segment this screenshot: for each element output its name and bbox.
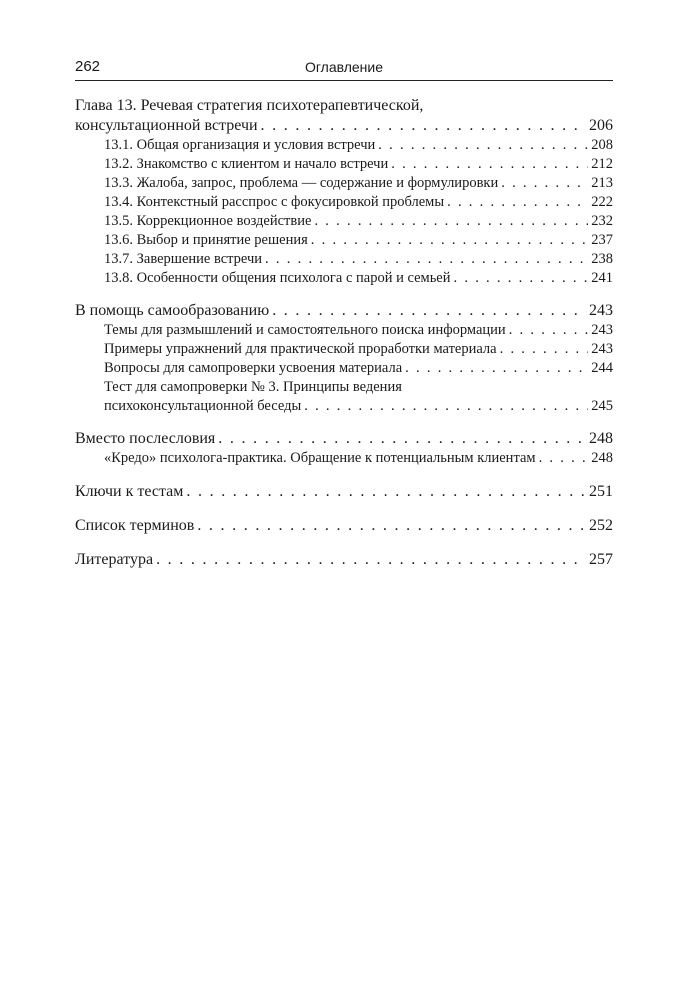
toc-entry-page: 212 [591, 156, 613, 172]
leader-dots [197, 516, 586, 536]
leader-dots [218, 429, 586, 449]
toc-entry-text: психоконсультационной беседы [104, 398, 302, 414]
toc-entry-page: 206 [589, 117, 613, 134]
toc-entry-text: 13.7. Завершение встречи [104, 251, 263, 267]
toc-entry-page: 248 [591, 450, 613, 466]
page-number: 262 [75, 58, 101, 75]
leader-dots [261, 116, 586, 136]
table-of-contents [75, 96, 613, 570]
toc-entry-text: 13.2. Знакомство с клиентом и начало встречи [104, 156, 389, 172]
toc-entry-13-2[interactable] [75, 155, 613, 174]
toc-entry-13-3[interactable] [75, 174, 613, 193]
toc-entry-afterword[interactable] [75, 429, 613, 449]
leader-dots [539, 449, 589, 468]
toc-entry-text: 13.6. Выбор и принятие решения [104, 232, 308, 248]
toc-entry-page: 257 [589, 551, 613, 568]
leader-dots [378, 136, 588, 155]
toc-entry-page: 243 [591, 341, 613, 357]
toc-entry-text: Вместо послесловия [75, 430, 216, 447]
leader-dots [501, 174, 588, 193]
toc-entry-page: 251 [589, 483, 613, 500]
leader-dots [156, 550, 586, 570]
toc-entry-page: 248 [589, 430, 613, 447]
toc-entry-13-6[interactable] [75, 231, 613, 250]
leader-dots [186, 482, 586, 502]
toc-entry-chapter-13[interactable] [75, 116, 613, 136]
leader-dots [265, 250, 588, 269]
toc-entry-page: 241 [591, 270, 613, 286]
toc-entry-text: Темы для размышлений и самостоятельного поиска информации [104, 322, 506, 338]
running-header [75, 50, 613, 81]
toc-entry-page: 245 [591, 398, 613, 414]
toc-entry-text: Список терминов [75, 517, 195, 534]
leader-dots [454, 269, 589, 288]
toc-entry-reflection-topics[interactable] [75, 321, 613, 340]
toc-entry-test-3-line1: Тест для самопроверки № 3. Принципы ведения [104, 379, 402, 395]
toc-entry-text: консультационной встречи [75, 117, 258, 134]
toc-entry-text: 13.3. Жалоба, запрос, проблема — содержание и формулировки [104, 175, 499, 191]
toc-entry-test-keys[interactable] [75, 482, 613, 502]
toc-entry-text: В помощь самообразованию [75, 302, 270, 319]
toc-entry-text: Литература [75, 551, 154, 568]
leader-dots [447, 193, 588, 212]
toc-entry-text: Примеры упражнений для практической проработки материала [104, 341, 497, 357]
toc-entry-credo[interactable] [75, 449, 613, 468]
leader-dots [314, 212, 588, 231]
leader-dots [311, 231, 588, 250]
leader-dots [304, 397, 588, 416]
toc-entry-text: Ключи к тестам [75, 483, 184, 500]
toc-entry-page: 237 [591, 232, 613, 248]
leader-dots [405, 359, 588, 378]
toc-entry-page: 252 [589, 517, 613, 534]
toc-entry-text: 13.8. Особенности общения психолога с парой и семьей [104, 270, 451, 286]
leader-dots [272, 301, 586, 321]
toc-entry-page: 208 [591, 137, 613, 153]
toc-entry-page: 243 [589, 302, 613, 319]
toc-entry-text: 13.1. Общая организация и условия встречи [104, 137, 376, 153]
toc-entry-literature[interactable] [75, 550, 613, 570]
toc-entry-page: 238 [591, 251, 613, 267]
toc-entry-13-1[interactable] [75, 136, 613, 155]
toc-entry-page: 243 [591, 322, 613, 338]
toc-entry-exercises[interactable] [75, 340, 613, 359]
toc-entry-page: 213 [591, 175, 613, 191]
toc-entry-text: Вопросы для самопроверки усвоения материала [104, 360, 403, 376]
leader-dots [500, 340, 589, 359]
leader-dots [391, 155, 588, 174]
toc-entry-self-education[interactable] [75, 301, 613, 321]
toc-entry-page: 232 [591, 213, 613, 229]
toc-entry-13-5[interactable] [75, 212, 613, 231]
leader-dots [509, 321, 589, 340]
toc-entry-page: 244 [591, 360, 613, 376]
toc-entry-13-8[interactable] [75, 269, 613, 288]
toc-entry-text: 13.4. Контекстный расспрос с фокусировкой проблемы [104, 194, 445, 210]
toc-entry-page: 222 [591, 194, 613, 210]
toc-chapter-13-title-line1: Глава 13. Речевая стратегия психотерапевтической, [75, 97, 424, 114]
toc-entry-terms-list[interactable] [75, 516, 613, 536]
toc-entry-13-7[interactable] [75, 250, 613, 269]
toc-entry-text: «Кредо» психолога-практика. Обращение к потенциальным клиентам [104, 450, 536, 466]
toc-entry-review-questions[interactable] [75, 359, 613, 378]
running-title: Оглавление [304, 59, 384, 75]
toc-entry-13-4[interactable] [75, 193, 613, 212]
toc-entry-text: 13.5. Коррекционное воздействие [104, 213, 312, 229]
toc-entry-test-3[interactable] [75, 397, 613, 416]
